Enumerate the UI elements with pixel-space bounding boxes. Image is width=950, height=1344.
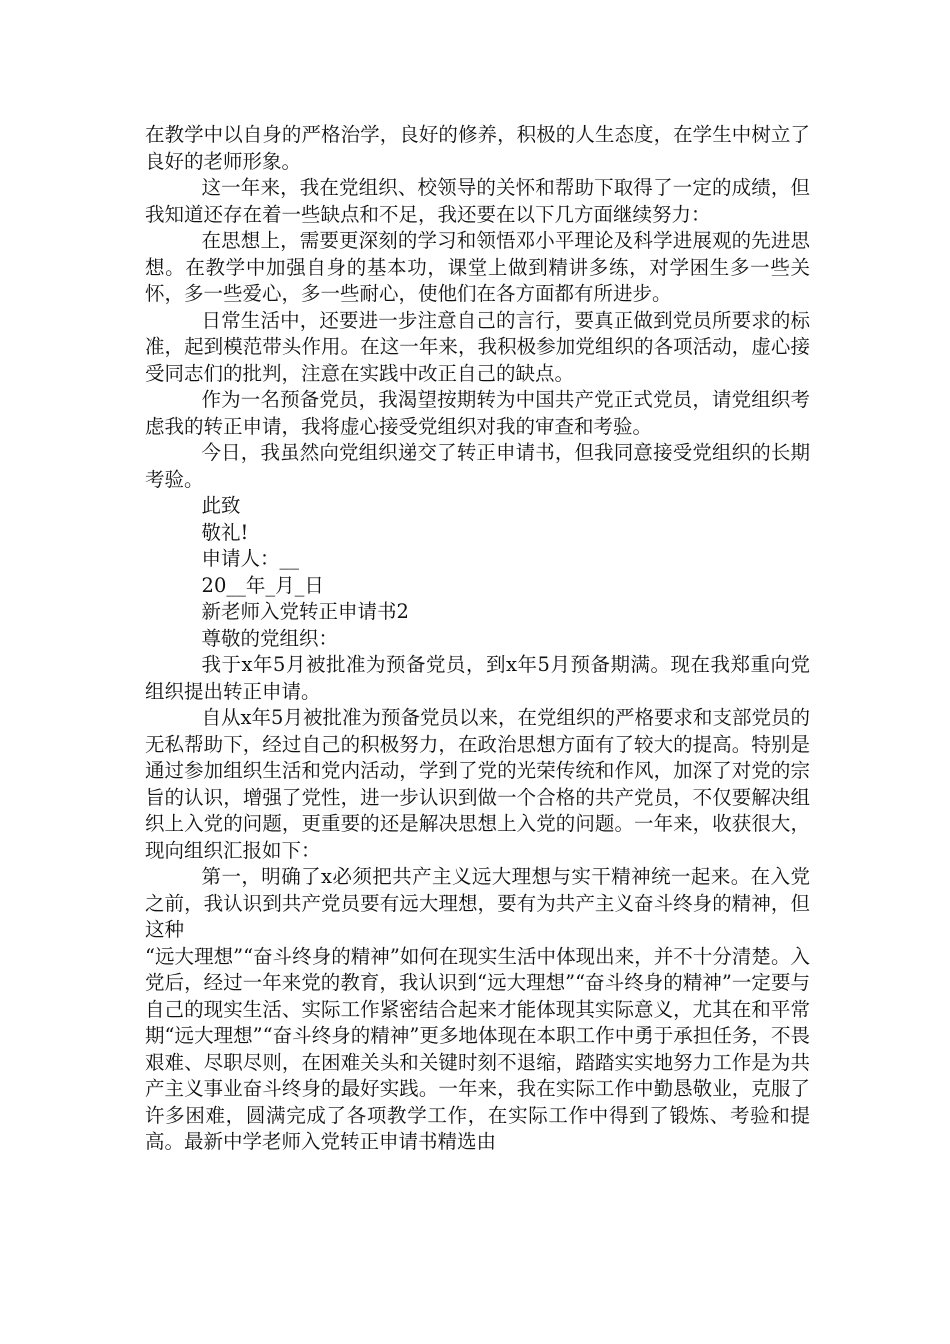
paragraph: 作为一名预备党员，我渴望按期转为中国共产党正式党员，请党组织考虑我的转正申请，我将虚心接受党组织对我的审查和考验。: [145, 388, 810, 438]
paragraph: 日常生活中，还要进一步注意自己的言行，要真正做到党员所要求的标准，起到模范带头作用。在这一年来，我积极参加党组织的各项活动，虚心接受同志们的批判，注意在实践中改正自己的缺点。: [145, 308, 810, 385]
date-line: 20__年_月_日: [201, 573, 324, 597]
paragraph: 这一年来，我在党组织、校领导的关怀和帮助下取得了一定的成绩，但我知道还存在着一些缺点和不足，我还要在以下几方面继续努力：: [145, 176, 810, 226]
paragraph: 在教学中以自身的严格治学，良好的修养，积极的人生态度，在学生中树立了良好的老师形象。: [145, 123, 810, 173]
paragraph: 第一，明确了x必须把共产主义远大理想与实干精神统一起来。在入党之前，我认识到共产党员要有远大理想，要有为共产主义奋斗终身的精神，但这种: [145, 865, 810, 941]
section-title: 新老师入党转正申请书2: [201, 600, 409, 623]
paragraph: 今日，我虽然向党组织递交了转正申请书，但我同意接受党组织的长期考验。: [145, 441, 810, 491]
salutation-line: 此致: [201, 494, 241, 517]
greeting-line: 尊敬的党组织：: [201, 626, 339, 650]
paragraph: 自从x年5月被批准为预备党员以来，在党组织的严格要求和支部党员的无私帮助下，经过自己的积极努力，在政治思想方面有了较大的提高。特别是通过参加组织生活和党内活动，学到了党的光荣传统和作风，加深了对党的宗旨的认识，增强了党性，进一步认识到做一个合格的共产党员，不仅要解决组织上入党的问题，更重要的还是解决思想上入党的问题。一年来，收获很大，现向组织汇报如下：: [145, 706, 810, 862]
paragraph: “远大理想”“奋斗终身的精神”如何在现实生活中体现出来，并不十分清楚。入党后，经过一年来党的教育，我认识到“远大理想”“奋斗终身的精神”一定要与自己的现实生活、实际工作紧密结合起来才能体现其实际意义，尤其在和平常期“远大理想”“奋斗终身的精神”更多地体现在本职工作中勇于承担任务，不畏艰难、尽职尽则，在困难关头和关键时刻不退缩，踏踏实实地努力工作是为共产主义事业奋斗终身的最好实践。一年来，我在实际工作中勤恳敬业，克服了许多困难，圆满完成了各项教学工作，在实际工作中得到了锻炼、考验和提高。最新中学老师入党转正申请书精选由: [145, 944, 810, 1153]
applicant-line: 申请人：__: [201, 547, 300, 570]
document-page: [145, 122, 810, 1156]
paragraph: 在思想上，需要更深刻的学习和领悟邓小平理论及科学进展观的先进思想。在教学中加强自身的基本功，课堂上做到精讲多练，对学困生多一些关怀，多一些爱心，多一些耐心，使他们在各方面都有所进步。: [145, 229, 810, 305]
paragraph: 我于x年5月被批准为预备党员，到x年5月预备期满。现在我郑重向党组织提出转正申请。: [145, 653, 810, 703]
salutation-line: 敬礼!: [201, 520, 249, 544]
